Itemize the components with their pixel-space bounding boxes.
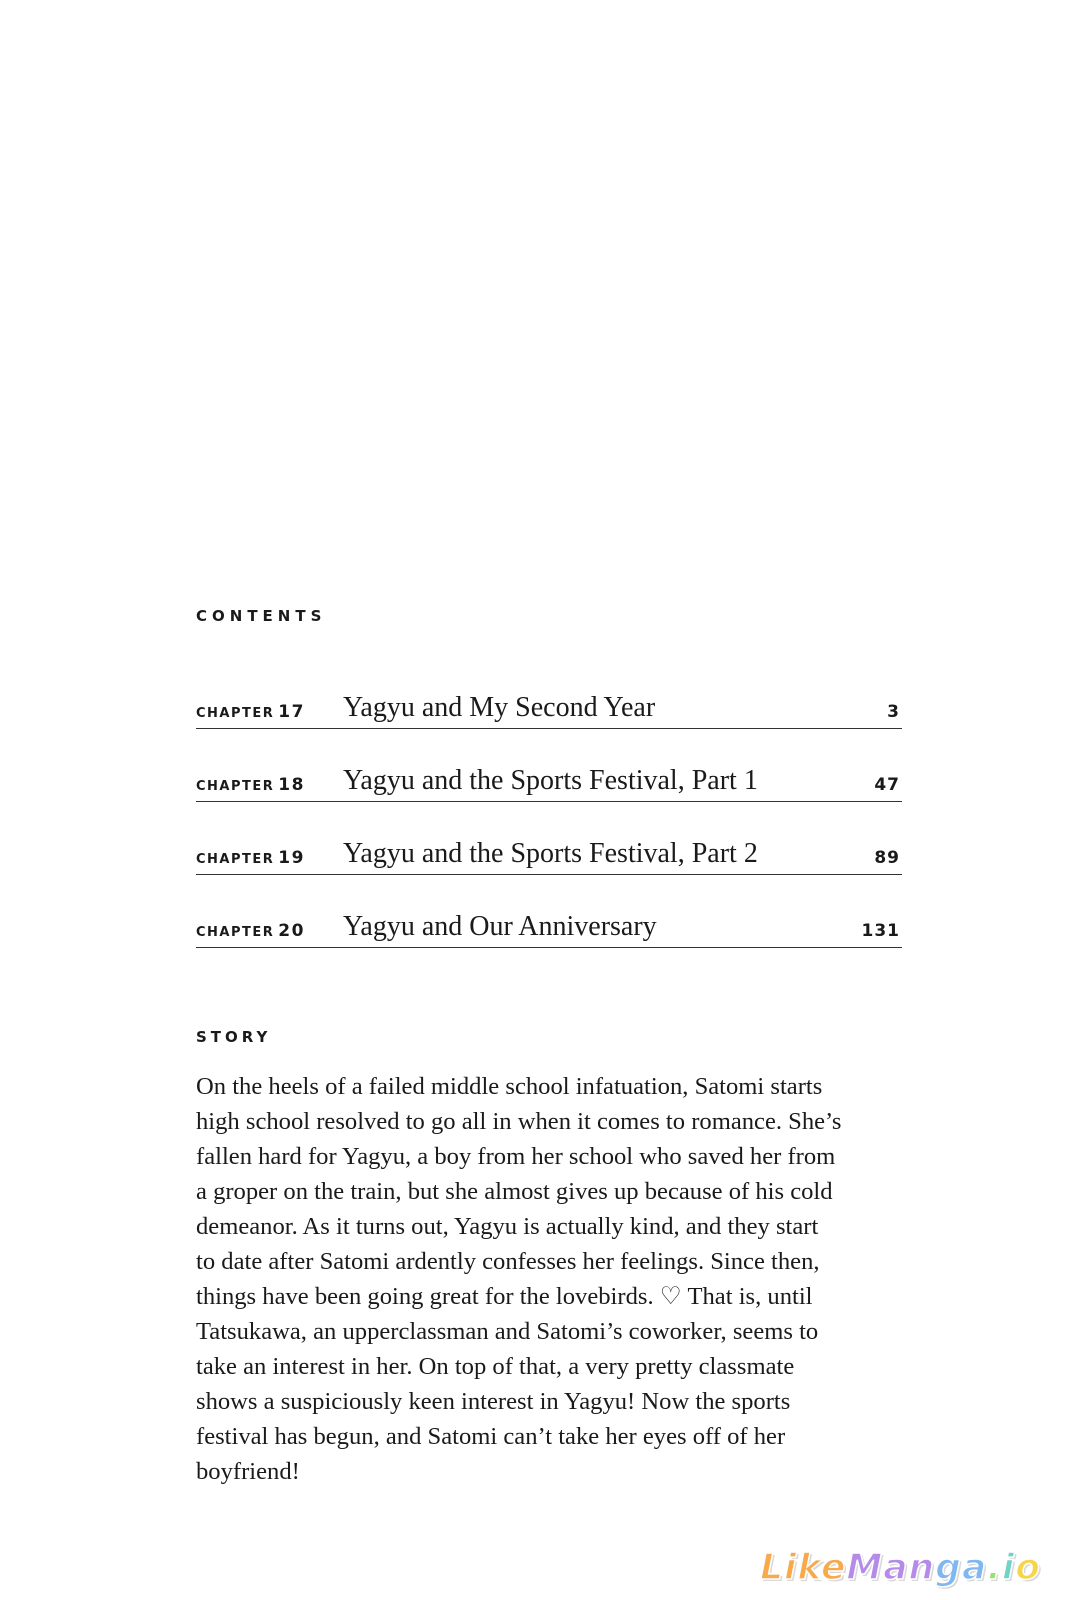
story-paragraph bbox=[196, 1069, 936, 1489]
table-of-contents bbox=[196, 680, 902, 972]
chapter-title: Yagyu and Our Anniversary bbox=[343, 911, 657, 942]
story-line: to date after Satomi ardently confesses her feelings. Since then, bbox=[196, 1248, 820, 1275]
story-line: take an interest in her. On top of that, a very pretty classmate bbox=[196, 1353, 795, 1380]
story-line: boyfriend! bbox=[196, 1458, 300, 1485]
chapter-word: CHAPTER bbox=[196, 779, 275, 794]
chapter-word: CHAPTER bbox=[196, 852, 275, 867]
story-line: things have been going great for the lovebirds. ♡ That is, until bbox=[196, 1283, 813, 1310]
site-watermark bbox=[760, 1547, 1041, 1588]
watermark-part: ga bbox=[935, 1547, 988, 1588]
chapter-page-number: 89 bbox=[874, 848, 900, 868]
watermark-part: i bbox=[1001, 1547, 1016, 1588]
toc-row-chapter-17 bbox=[196, 680, 902, 729]
chapter-word: CHAPTER bbox=[196, 925, 275, 940]
chapter-label bbox=[196, 921, 305, 941]
chapter-word: CHAPTER bbox=[196, 706, 275, 721]
story-line: a groper on the train, but she almost gives up because of his cold bbox=[196, 1178, 833, 1205]
contents-heading: CONTENTS bbox=[196, 607, 327, 625]
chapter-title: Yagyu and My Second Year bbox=[343, 692, 656, 723]
chapter-number: 19 bbox=[278, 848, 305, 868]
watermark-part: o bbox=[1015, 1547, 1041, 1588]
chapter-page-number: 3 bbox=[887, 702, 900, 722]
chapter-page-number: 131 bbox=[861, 921, 900, 941]
story-line: demeanor. As it turns out, Yagyu is actually kind, and they start bbox=[196, 1213, 819, 1240]
chapter-number: 17 bbox=[278, 702, 305, 722]
story-line: On the heels of a failed middle school infatuation, Satomi starts bbox=[196, 1073, 823, 1100]
story-heading: STORY bbox=[196, 1028, 272, 1046]
story-line: shows a suspiciously keen interest in Yagyu! Now the sports bbox=[196, 1388, 791, 1415]
chapter-label bbox=[196, 702, 305, 722]
chapter-title: Yagyu and the Sports Festival, Part 2 bbox=[343, 838, 758, 869]
chapter-number: 18 bbox=[278, 775, 305, 795]
chapter-page-number: 47 bbox=[874, 775, 900, 795]
story-line: festival has begun, and Satomi can’t take her eyes off of her bbox=[196, 1423, 786, 1450]
watermark-part: Man bbox=[846, 1547, 936, 1588]
story-line: fallen hard for Yagyu, a boy from her school who saved her from bbox=[196, 1143, 836, 1170]
chapter-title: Yagyu and the Sports Festival, Part 1 bbox=[343, 765, 758, 796]
toc-row-chapter-20 bbox=[196, 899, 902, 948]
story-line: Tatsukawa, an upperclassman and Satomi’s coworker, seems to bbox=[196, 1318, 819, 1345]
toc-row-chapter-19 bbox=[196, 826, 902, 875]
toc-row-chapter-18 bbox=[196, 753, 902, 802]
chapter-label bbox=[196, 775, 305, 795]
chapter-number: 20 bbox=[278, 921, 305, 941]
watermark-part: Like bbox=[760, 1547, 847, 1588]
chapter-label bbox=[196, 848, 305, 868]
story-line: high school resolved to go all in when it comes to romance. She’s bbox=[196, 1108, 842, 1135]
watermark-part: . bbox=[987, 1547, 1002, 1588]
